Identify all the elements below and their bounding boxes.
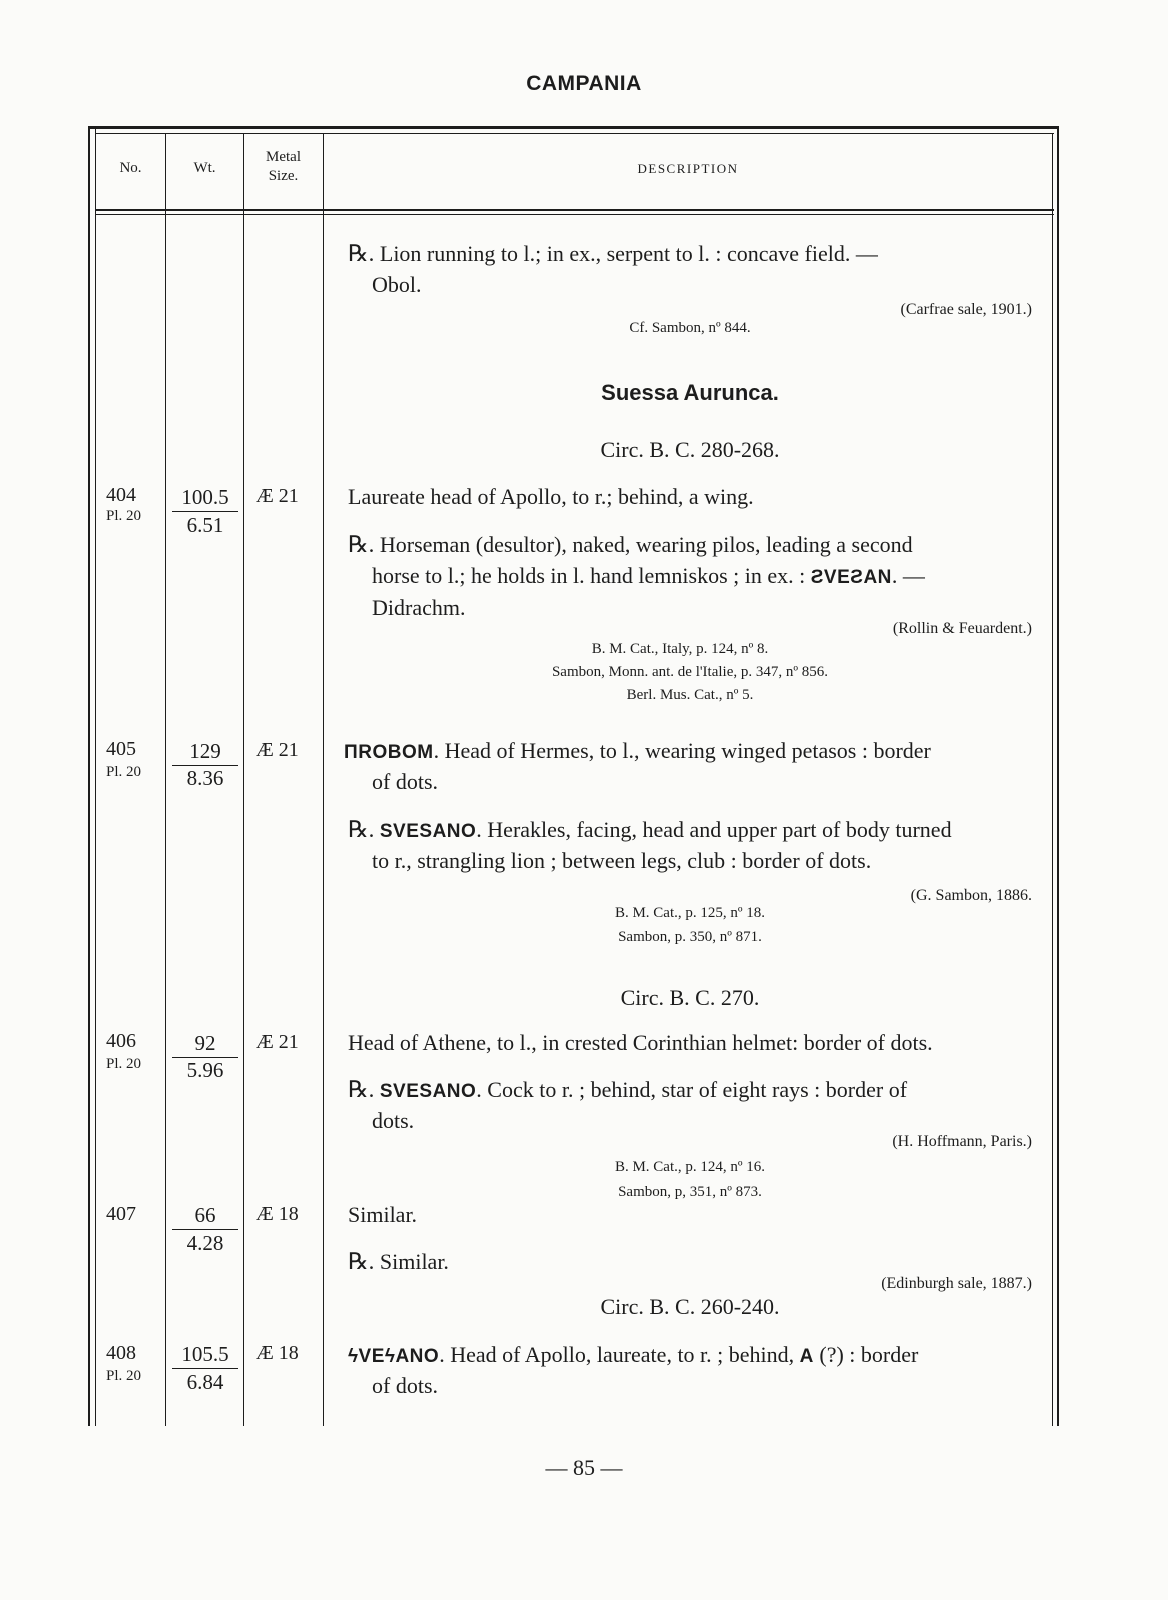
entry-406-wt-grains: 92 [194, 1031, 216, 1055]
entry-405-obverse-2: of dots. [372, 769, 438, 794]
obverse-letter: A [799, 1346, 814, 1367]
running-head: CAMPANIA [526, 72, 642, 95]
col-divider-metal [323, 133, 324, 1426]
table-top-rule-inner [96, 133, 1054, 134]
section-title: Suessa Aurunca. [601, 380, 779, 405]
reverse-symbol: ℞. [348, 1249, 375, 1274]
reverse-text-end: . — [891, 563, 925, 588]
reverse-legend: ƧVEƧAN [810, 567, 892, 588]
entry-407-reverse [348, 1246, 449, 1277]
entry-405-metal: Æ 21 [256, 739, 299, 761]
entry-408-metal: Æ 18 [256, 1342, 299, 1364]
period-3: Circ. B. C. 260-240. [600, 1294, 780, 1319]
page-number: — 85 — [545, 1455, 623, 1480]
entry-405-reverse-1 [348, 814, 952, 847]
entry-404-wt-grains: 100.5 [181, 485, 229, 509]
entry-408-obverse-2: of dots. [372, 1373, 438, 1398]
entry-406-plate: Pl. 20 [106, 1056, 142, 1072]
entry-406-ref-2: Sambon, p, 351, nº 873. [618, 1184, 762, 1200]
entry-404-ref-1: B. M. Cat., Italy, p. 124, nº 8. [591, 641, 769, 657]
table-header-rule-2 [96, 214, 1054, 215]
reverse-text: Lion running to l.; in ex., serpent to l. : concave field. — [379, 241, 878, 266]
entry-404-metal: Æ 21 [256, 485, 299, 507]
entry-406-wt-grams: 5.96 [186, 1058, 224, 1082]
table-right-border [1057, 126, 1059, 1426]
table-left-border [88, 126, 90, 1426]
reverse-text: Similar. [379, 1249, 449, 1274]
entry-405-wt-grams: 8.36 [186, 766, 224, 790]
entry-405-no: 405 [106, 738, 136, 760]
entry-408-wt-grams: 6.84 [186, 1370, 224, 1394]
top-entry-provenance: (Carfrae sale, 1901.) [900, 301, 1032, 318]
entry-406-ref-1: B. M. Cat., p. 124, nº 16. [614, 1159, 766, 1175]
entry-405-ref-2: Sambon, p. 350, nº 871. [618, 929, 762, 945]
entry-406-no: 406 [106, 1030, 136, 1052]
reverse-text: horse to l.; he holds in l. hand lemniskos ; in ex. : [372, 563, 811, 588]
entry-405-plate: Pl. 20 [106, 764, 142, 780]
obverse-text: . Head of Apollo, laureate, to r. ; behind, [439, 1342, 800, 1367]
entry-407-wt-grams: 4.28 [186, 1231, 224, 1255]
entry-407-metal: Æ 18 [256, 1203, 299, 1225]
entry-405-obverse-1 [344, 735, 931, 768]
entry-408-plate: Pl. 20 [106, 1368, 142, 1384]
entry-408-no: 408 [106, 1342, 136, 1364]
entry-406-reverse-1 [348, 1074, 907, 1107]
entry-405-provenance: (G. Sambon, 1886. [910, 887, 1032, 904]
table-right-border-inner [1052, 133, 1053, 1426]
table-left-border-inner [95, 128, 96, 1426]
reverse-legend: SVESANO [379, 821, 477, 842]
header-size: Size. [268, 168, 299, 184]
period-1: Circ. B. C. 280-268. [600, 437, 780, 462]
entry-407-wt-rule [172, 1229, 238, 1230]
obverse-legend: ϟVEϟANO [348, 1346, 440, 1367]
entry-408-wt-rule [172, 1368, 238, 1369]
header-wt: Wt. [193, 160, 216, 176]
reverse-symbol: ℞. [348, 241, 375, 266]
top-entry-reverse [348, 238, 878, 269]
entry-406-reverse-2: dots. [372, 1108, 415, 1133]
reverse-symbol: ℞. [348, 817, 375, 842]
entry-406-obverse: Head of Athene, to l., in crested Corinthian helmet: border of dots. [348, 1030, 933, 1055]
table-header-rule [96, 209, 1054, 211]
period-2: Circ. B. C. 270. [620, 985, 760, 1010]
entry-407-wt-grains: 66 [194, 1203, 216, 1227]
entry-404-reverse-1 [348, 529, 913, 560]
header-no: No. [119, 160, 142, 176]
reverse-text: . Herakles, facing, head and upper part of body turned [476, 817, 952, 842]
top-entry-ref: Cf. Sambon, nº 844. [629, 320, 751, 336]
entry-405-wt-grains: 129 [189, 739, 221, 763]
entry-404-plate: Pl. 20 [106, 508, 142, 524]
entry-406-metal: Æ 21 [256, 1031, 299, 1053]
obverse-text: . Head of Hermes, to l., wearing winged petasos : border [433, 738, 931, 763]
top-entry-reverse-cont: Obol. [372, 272, 422, 297]
entry-404-wt-rule [172, 511, 238, 512]
entry-407-obverse: Similar. [348, 1202, 418, 1227]
reverse-text: . Cock to r. ; behind, star of eight rays : border of [476, 1077, 908, 1102]
entry-404-ref-2: Sambon, Monn. ant. de l'Italie, p. 347, nº 856. [551, 664, 829, 680]
obverse-text-end: (?) : border [813, 1342, 919, 1367]
col-divider-no [165, 133, 166, 1426]
entry-405-ref-1: B. M. Cat., p. 125, nº 18. [614, 905, 766, 921]
entry-404-reverse-3: Didrachm. [372, 595, 466, 620]
entry-404-obverse: Laureate head of Apollo, to r.; behind, a wing. [348, 484, 754, 509]
entry-407-no: 407 [106, 1203, 136, 1225]
reverse-symbol: ℞. [348, 532, 375, 557]
entry-404-wt-grams: 6.51 [186, 513, 224, 537]
col-divider-wt [243, 133, 244, 1426]
entry-404-ref-3: Berl. Mus. Cat., nº 5. [626, 687, 754, 703]
obverse-legend: ΠROBOM [344, 742, 434, 763]
table-top-rule [88, 126, 1058, 129]
entry-404-no: 404 [106, 484, 136, 506]
header-description: DESCRIPTION [637, 161, 739, 176]
reverse-legend: SVESANO [379, 1081, 477, 1102]
entry-408-wt-grains: 105.5 [181, 1342, 229, 1366]
entry-408-obverse-1 [348, 1339, 918, 1372]
entry-404-reverse-2 [372, 560, 925, 593]
entry-404-provenance: (Rollin & Feuardent.) [892, 620, 1032, 637]
header-metal: Metal [266, 149, 301, 165]
reverse-text: Horseman (desultor), naked, wearing pilos, leading a second [379, 532, 913, 557]
reverse-symbol: ℞. [348, 1077, 375, 1102]
entry-406-provenance: (H. Hoffmann, Paris.) [892, 1133, 1032, 1150]
entry-405-reverse-2: to r., strangling lion ; between legs, club : border of dots. [372, 848, 872, 873]
entry-407-provenance: (Edinburgh sale, 1887.) [881, 1275, 1032, 1292]
